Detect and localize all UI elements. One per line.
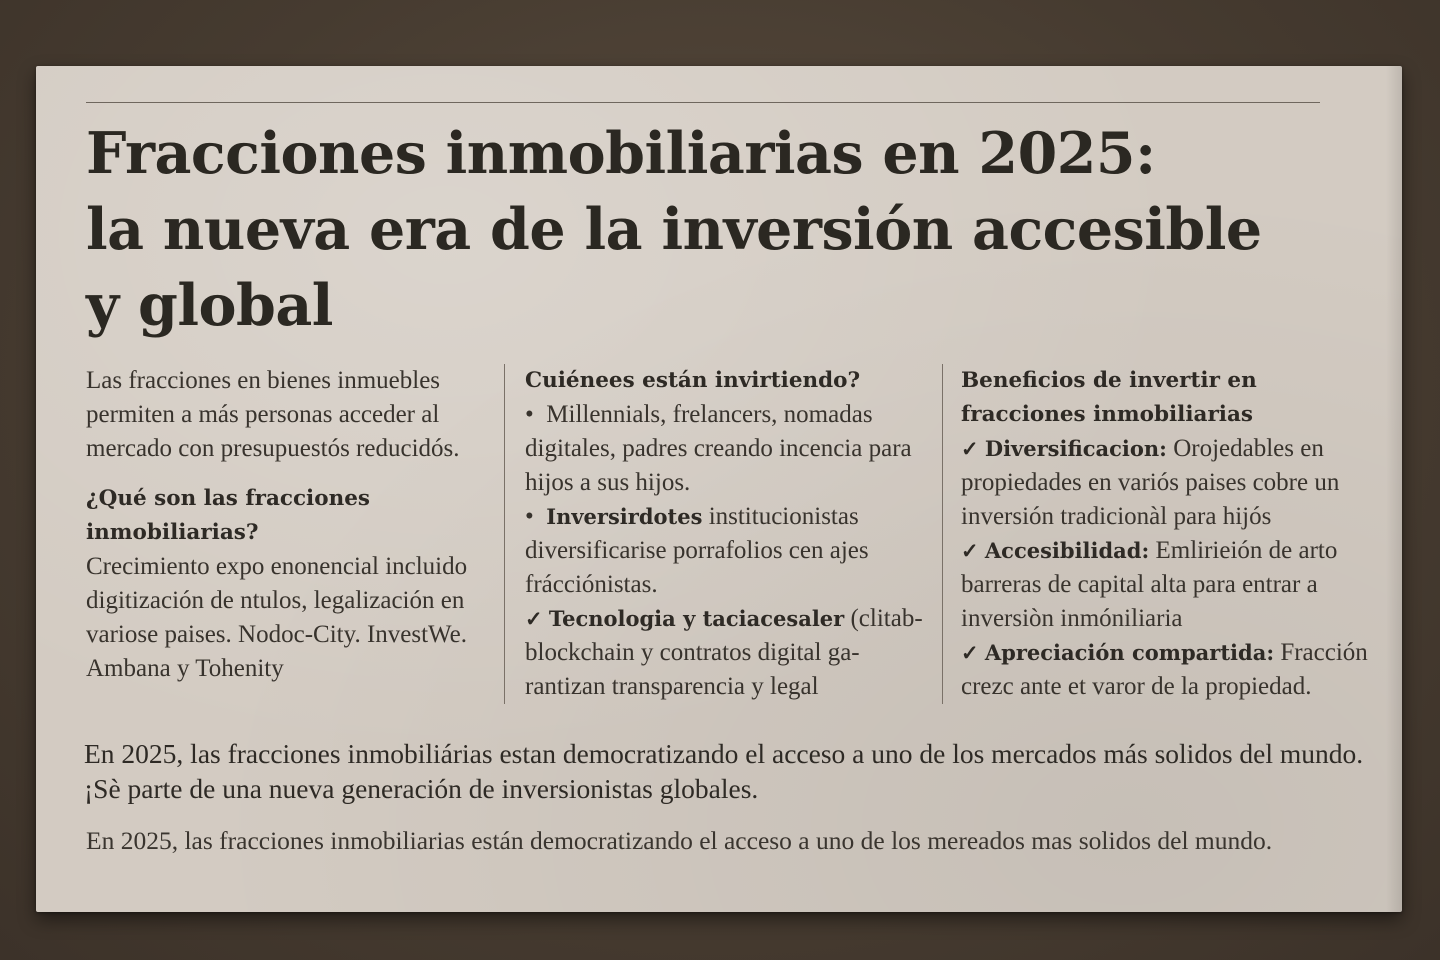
check-icon: ✓ xyxy=(961,538,979,563)
column-divider-1 xyxy=(504,364,505,704)
headline xyxy=(86,116,1346,344)
benefits-heading: Beneficios de invertir en fracciones inmobiliarias xyxy=(961,368,1257,427)
closing-paragraph: En 2025, las fracciones inmobiliárias estan democratizando el acceso a uno de los mercados más solidos del mundo. ¡Sè parte de una nueva generación de inversionistas globales. xyxy=(84,738,1364,804)
benefit-text: Emlirieión de arto barreras de capital alta para entrar a inversiòn inmóniliaria xyxy=(961,537,1338,632)
column-benefits xyxy=(961,364,1386,704)
column-divider-2 xyxy=(942,364,943,704)
headline-line-1: Fracciones inmobiliarias en 2025: xyxy=(86,120,1156,187)
who-invests-item xyxy=(525,398,925,500)
item-text: institucionistas diversificarise porrafolios cen ajes frácciónistas. xyxy=(525,503,869,598)
column-intro xyxy=(86,364,496,686)
newspaper-page xyxy=(36,66,1402,912)
headline-line-3: y global xyxy=(86,272,333,339)
benefit-item xyxy=(961,534,1386,636)
benefit-item xyxy=(961,432,1386,534)
item-text: (clitab- blockchain y contratos digital ga- rantizan transparencia y legal xyxy=(525,605,923,700)
benefit-label: Diversificacion: xyxy=(984,436,1167,461)
intro-paragraph: Las fracciones en bienes inmuebles permiten a más personas acceder al mercado con presupuestós reducidós. xyxy=(86,367,460,462)
footer-line: En 2025, las fracciones inmobiliarias están democratizando el acceso a uno de los mereados mas solidos del mundo. xyxy=(86,826,1273,855)
benefit-label: Apreciación compartida: xyxy=(984,640,1275,665)
what-are-paragraph: Crecimiento expo enonencial incluido digitización de ntulos, legalización en variose paises. Nodoc-City. InvestWe. Ambana y Tohenity xyxy=(86,553,468,682)
benefit-label: Accesibilidad: xyxy=(984,538,1150,563)
who-invests-heading: Cuiénees están invirtiendo? xyxy=(525,368,861,393)
check-icon: ✓ xyxy=(961,640,979,665)
item-label: Inversirdotes xyxy=(546,504,703,529)
column-who-invests xyxy=(525,364,925,704)
bullet-icon: • xyxy=(525,503,534,530)
what-are-heading: ¿Qué son las fracciones inmobiliarias? xyxy=(86,486,370,545)
check-icon: ✓ xyxy=(961,436,979,461)
check-icon: ✓ xyxy=(525,606,543,631)
benefit-item xyxy=(961,636,1386,704)
benefit-text: Orojedables en propiedades en variós paises cobre un inversión tradicionàl para hijós xyxy=(961,435,1340,530)
who-invests-item xyxy=(525,500,925,602)
benefit-text: Fracción crezc ante et varor de la propiedad. xyxy=(961,639,1368,700)
who-invests-item xyxy=(525,602,925,704)
item-label: Tecnologia y taciacesaler xyxy=(548,606,845,631)
bullet-icon: • xyxy=(525,401,534,428)
top-rule xyxy=(86,102,1320,103)
headline-line-2: la nueva era de la inversión accesible xyxy=(86,196,1262,263)
item-text: Millennials, frelancers, nomadas digitales, padres creando incencia para hijos a sus hijos. xyxy=(525,401,912,496)
